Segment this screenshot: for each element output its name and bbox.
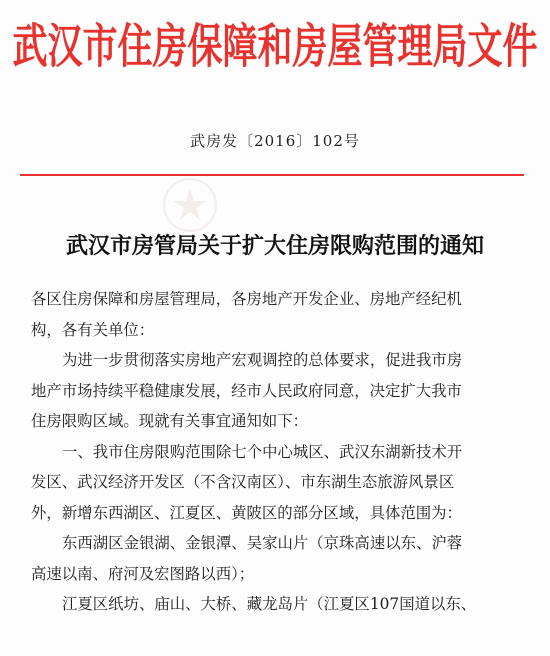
body-line: 一、我市住房限购范围除七个中心城区、武汉东湖新技术开: [62, 442, 463, 461]
document-number: 武房发〔2016〕102号: [190, 132, 360, 150]
document-body: [31, 284, 531, 620]
document-title: 武汉市房管局关于扩大住房限购范围的通知: [65, 233, 484, 259]
body-line: 住房限购区域。现就有关事宜通知如下：: [31, 412, 309, 430]
body-line: 外，新增东西湖区、江夏区、黄陂区的部分区域，具体范围为：: [31, 503, 462, 522]
body-line: 地产市场持续平稳健康发展，经市人民政府同意，决定扩大我市: [31, 381, 462, 400]
body-line: 江夏区纸坊、庙山、大桥、藏龙岛片（江夏区107国道以东、: [62, 595, 477, 613]
issuer-header: 武汉市住房保障和房屋管理局文件: [12, 19, 538, 75]
body-line: 高速以南、府河及宏图路以西）；: [31, 564, 255, 583]
body-line: 为进一步贯彻落实房地产宏观调控的总体要求，促进我市房: [62, 351, 463, 369]
body-line: 构，各有关单位：: [31, 320, 155, 339]
body-line: 东西湖区金银湖、金银潭、吴家山片（京珠高速以东、沪蓉: [62, 534, 463, 552]
body-line: 各区住房保障和房屋管理局，各房地产开发企业、房地产经纪机: [31, 290, 462, 308]
body-line: 发区、武汉经济开发区（不含汉南区）、市东湖生态旅游风景区: [31, 473, 455, 491]
official-seal-icon: [150, 175, 230, 233]
red-divider-rule: [20, 174, 524, 176]
